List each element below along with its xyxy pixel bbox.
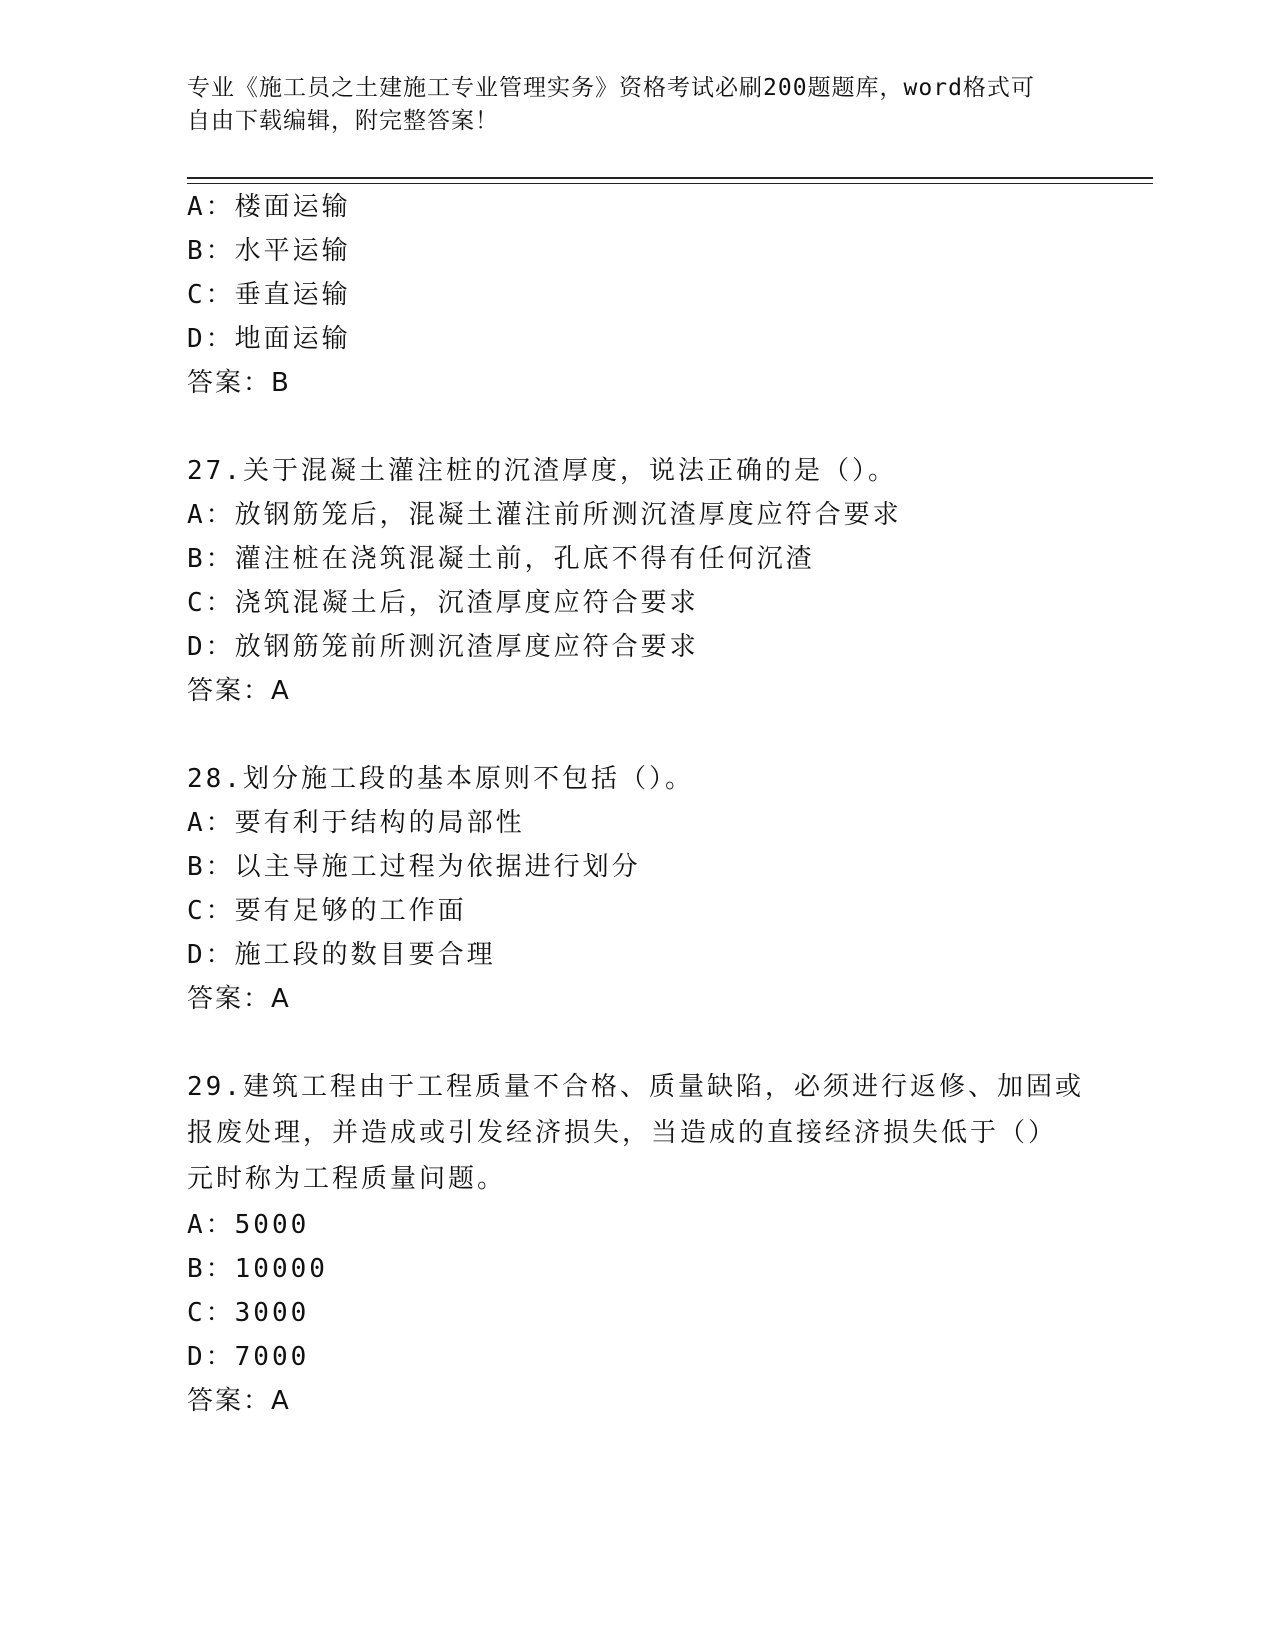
q26-option-c: C：垂直运输	[187, 280, 351, 310]
q29-answer: 答案：A	[187, 1386, 291, 1416]
q29-option-a: A：5000	[187, 1210, 310, 1240]
q29-option-c: C：3000	[187, 1298, 310, 1328]
q29-stem-line-1: 29.建筑工程由于工程质量不合格、质量缺陷，必须进行返修、加固或	[187, 1072, 1084, 1102]
q26-answer: 答案：B	[187, 368, 291, 398]
q28-option-d: D：施工段的数目要合理	[187, 940, 496, 970]
q27-option-d: D：放钢筋笼前所测沉渣厚度应符合要求	[187, 632, 699, 662]
q28-option-b: B：以主导施工过程为依据进行划分	[187, 852, 641, 882]
q29-option-b: B：10000	[187, 1254, 328, 1284]
q27-option-b: B：灌注桩在浇筑混凝土前，孔底不得有任何沉渣	[187, 544, 815, 574]
header-divider-thick	[187, 177, 1153, 179]
q27-stem: 27.关于混凝土灌注桩的沉渣厚度，说法正确的是（）。	[187, 456, 897, 486]
q26-option-d: D：地面运输	[187, 324, 351, 354]
header-line-1: 专业《施工员之土建施工专业管理实务》资格考试必刷200题题库，word格式可	[187, 75, 1035, 101]
q27-answer: 答案：A	[187, 676, 291, 706]
q26-option-b: B：水平运输	[187, 236, 351, 266]
q28-stem: 28.划分施工段的基本原则不包括（）。	[187, 764, 694, 794]
q29-stem-line-3: 元时称为工程质量问题。	[187, 1164, 507, 1194]
q26-option-a: A：楼面运输	[187, 192, 351, 222]
header-divider-thin	[187, 183, 1153, 184]
q28-answer: 答案：A	[187, 984, 291, 1014]
q28-option-c: C：要有足够的工作面	[187, 896, 467, 926]
q27-option-a: A：放钢筋笼后，混凝土灌注前所测沉渣厚度应符合要求	[187, 500, 902, 530]
q27-option-c: C：浇筑混凝土后，沉渣厚度应符合要求	[187, 588, 699, 618]
document-header	[187, 72, 1087, 138]
q28-option-a: A：要有利于结构的局部性	[187, 808, 525, 838]
q29-option-d: D：7000	[187, 1342, 310, 1372]
header-line-2: 自由下载编辑，附完整答案！	[187, 108, 499, 134]
q29-stem-line-2: 报废处理，并造成或引发经济损失，当造成的直接经济损失低于（）	[187, 1118, 1058, 1148]
